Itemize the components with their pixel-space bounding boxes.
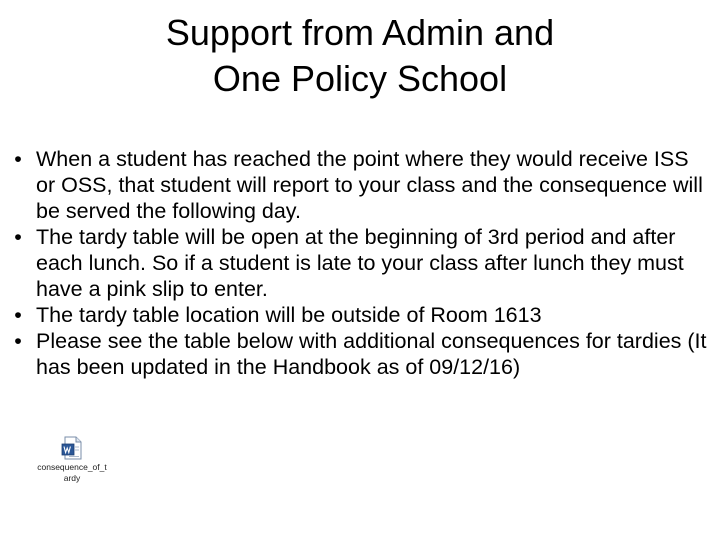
title-line-1: Support from Admin and [165,12,555,53]
bullet-item [8,146,713,224]
attachment-label-line-1: consequence_of_t [37,462,107,472]
bullet-dot: • [14,225,22,249]
bullet-item [8,328,713,380]
slide-title [0,10,720,102]
bullet-list [8,146,713,380]
bullet-text: Please see the table below with additional consequences for tardies (It has been updated in the Handbook as of 09/12/16) [36,329,707,379]
bullet-text: When a student has reached the point where they would receive ISS or OSS, that student will report to your class and the consequence will be served the following day. [36,147,703,223]
bullet-item [8,224,713,302]
bullet-dot: • [14,329,22,353]
bullet-text: The tardy table will be open at the beginning of 3rd period and after each lunch. So if a student is late to your class after lunch they must have a pink slip to enter. [36,225,684,301]
embedded-document-attachment[interactable] [34,436,110,484]
word-document-icon [61,436,83,460]
bullet-item [8,302,713,328]
bullet-dot: • [14,147,22,171]
bullet-dot: • [14,303,22,327]
bullet-text: The tardy table location will be outside of Room 1613 [36,303,542,327]
attachment-label [34,462,110,484]
attachment-label-line-2: ardy [63,473,81,483]
title-line-2: One Policy School [212,58,508,99]
